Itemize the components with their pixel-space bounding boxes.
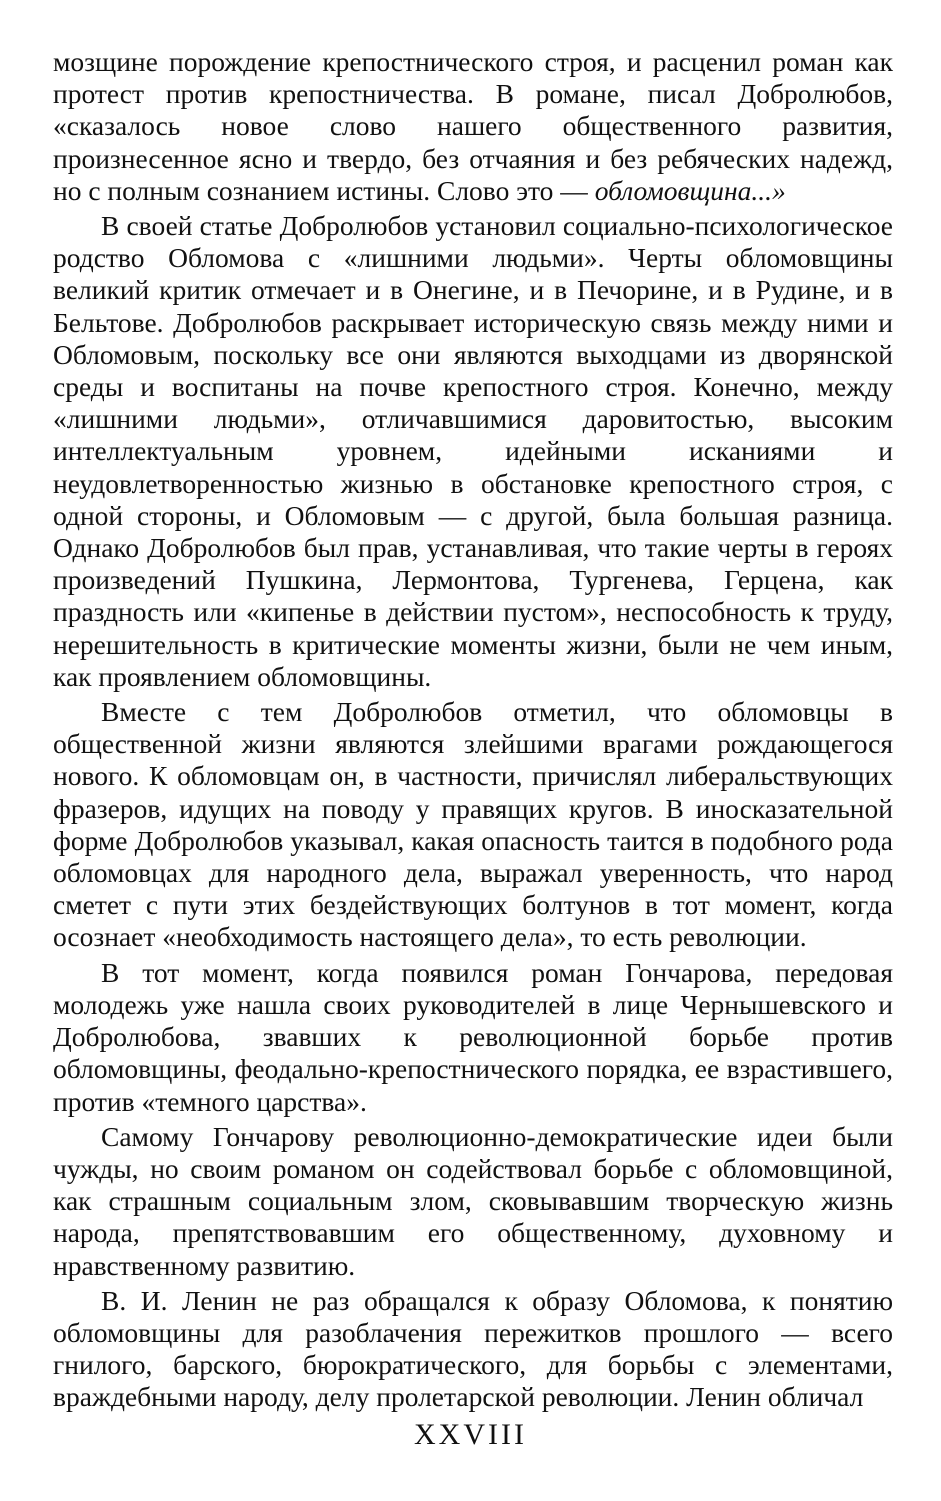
page-text-block	[53, 46, 893, 1414]
paragraph-1	[53, 46, 893, 207]
paragraph-3: Вместе с тем Добролюбов отметил, что обломовцы в общественной жизни являются злейшими врагами рождающегося нового. К обломовцам он, в частности, причислял либеральствующих фразеров, идущих на поводу у правящих кругов. В иносказательной форме Добролюбов указывал, какая опасность таится в подобного рода обломовцах для народного дела, выражал уверенность, что народ сметет с пути этих бездействующих болтунов в тот момент, когда осознает «необходимость настоящего дела», то есть революции.	[53, 696, 893, 953]
paragraph-6: В. И. Ленин не раз обращался к образу Обломова, к понятию обломовщины для разоблачения пережитков прошлого — всего гнилого, барского, бюрократического, для борьбы с элементами, враждебными народу, делу пролетарской революции. Ленин обличал	[53, 1284, 893, 1413]
paragraph-1-text: мозщине порождение крепостнического строя, и расценил роман как протест против крепостничества. В романе, писал Добролюбов, «сказалось новое слово нашего общественного развития, произнесенное ясно и твердо, без отчаяния и без ребяческих надежд, но с полным сознанием истины. Слово это —	[53, 46, 893, 206]
page-number: XXVIII	[414, 1418, 527, 1451]
paragraph-2: В своей статье Добролюбов установил социально-психологическое родство Обломова с «лишними людьми». Черты обломовщины великий критик отмечает и в Онегине, и в Печорине, и в Рудине, и в Бельтове. Добролюбов раскрывает историческую связь между ними и Обломовым, поскольку все они являются выходцами из дворянской среды и воспитаны на почве крепостного строя. Конечно, между «лишними людьми», отличавшимися даровитостью, высоким интеллектуальным уровнем, идейными исканиями и неудовлетворенностью жизнью в обстановке крепостного строя, с одной стороны, и Обломовым — с другой, была большая разница. Однако Добролюбов был прав, устанавливая, что такие черты в героях произведений Пушкина, Лермонтова, Тургенева, Герцена, как праздность или «кипенье в действии пустом», неспособность к труду, нерешительность в критические моменты жизни, были не чем иным, как проявлением обломовщины.	[53, 210, 893, 692]
paragraph-4: В тот момент, когда появился роман Гончарова, передовая молодежь уже нашла своих руководителей в лице Чернышевского и Добролюбова, звавших к революционной борьбе против обломовщины, феодально-крепостнического порядка, ее взрастившего, против «темного царства».	[53, 956, 893, 1117]
paragraph-5: Самому Гончарову революционно-демократические идеи были чужды, но своим романом он содействовал борьбе с обломовщиной, как страшным социальным злом, сковывавшим творческую жизнь народа, препятствовавшим его общественному, духовному и нравственному развитию.	[53, 1120, 893, 1281]
paragraph-1-emphasis: обломовщина...»	[594, 174, 786, 206]
